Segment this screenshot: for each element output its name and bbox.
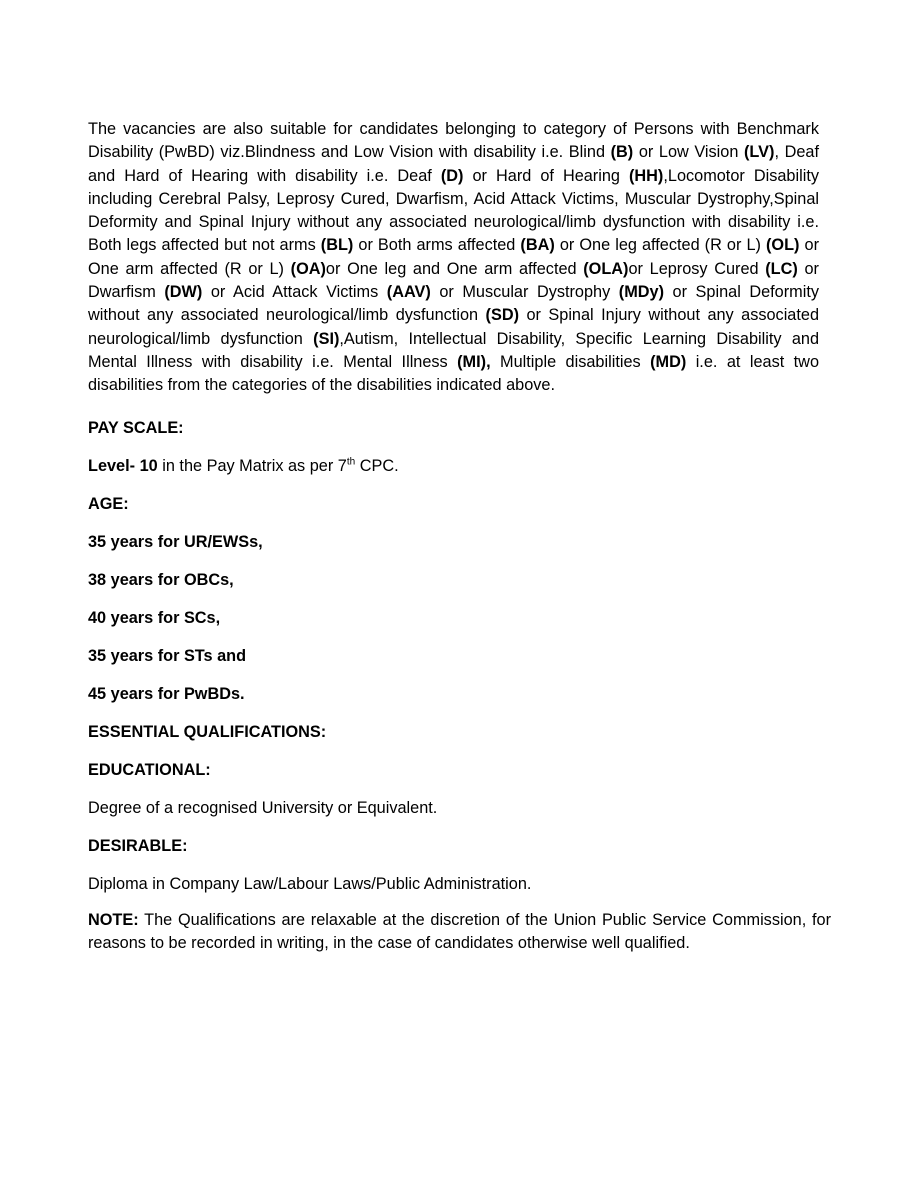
pay-matrix-suffix: CPC. xyxy=(355,456,399,475)
educational-text: Degree of a recognised University or Equivalent. xyxy=(88,798,438,817)
note-label: NOTE: xyxy=(88,910,139,929)
disability-code: (LC) xyxy=(765,259,798,278)
paragraph-text-segment: or Dwarfism xyxy=(88,259,819,302)
disability-code: (OL) xyxy=(766,236,800,255)
disability-code: (SI) xyxy=(313,329,340,348)
document-page xyxy=(88,118,831,955)
age-item-sc: 40 years for SCs, xyxy=(88,608,221,627)
pay-scale-text xyxy=(88,456,819,476)
disability-code: (OLA) xyxy=(583,259,629,278)
cpc-superscript: th xyxy=(346,456,356,468)
paragraph-text-segment: i.e. at least two disabilities from the categories of the disabilities indicated above. xyxy=(88,352,819,395)
age-item-pwbd: 45 years for PwBDs. xyxy=(88,684,245,703)
disability-code: (OA) xyxy=(290,259,326,278)
pay-scale-heading: PAY SCALE: xyxy=(88,418,184,437)
disability-code: (MD) xyxy=(650,352,687,371)
desirable-text: Diploma in Company Law/Labour Laws/Public Administration. xyxy=(88,874,532,893)
disability-code: (B) xyxy=(610,143,634,162)
paragraph-text-segment: ,Autism, Intellectual Disability, Specific Learning Disability and Mental Illness with disability i.e. Mental Illness xyxy=(88,329,819,371)
disability-code: (MI), xyxy=(457,352,491,371)
pwbd-eligibility-paragraph xyxy=(88,118,819,398)
age-item-ur-ews: 35 years for UR/EWSs, xyxy=(88,532,263,551)
age-item-obc: 38 years for OBCs, xyxy=(88,570,234,589)
age-item-st: 35 years for STs and xyxy=(88,646,247,665)
paragraph-text-segment: or Low Vision xyxy=(633,143,745,162)
paragraph-text-segment: or Spinal Deformity without any associated neurological/limb dysfunction xyxy=(88,283,819,325)
pay-level: Level- 10 xyxy=(88,456,158,475)
disability-code: (BL) xyxy=(320,236,354,255)
disability-code: (SD) xyxy=(485,306,519,325)
paragraph-text-segment: or Hard of Hearing xyxy=(463,166,629,185)
disability-code: (LV) xyxy=(744,143,775,162)
age-heading: AGE: xyxy=(88,494,129,513)
paragraph-text-segment: ,Locomotor Disability including Cerebral Palsy, Leprosy Cured, Dwarfism, Acid Attack Victims, Muscular Dystrophy,Spinal Deformity and Spinal Injury without any associated neurological/limb dysfunction with disability i.e. Both legs affected but not arms xyxy=(88,166,819,255)
disability-code: (BA) xyxy=(520,236,555,255)
paragraph-text-segment: or Acid Attack Victims xyxy=(202,283,387,302)
disability-code: (AAV) xyxy=(386,283,431,302)
paragraph-text-segment: or One leg affected (R or L) xyxy=(554,236,766,255)
paragraph-text-segment: or One leg and One arm affected xyxy=(325,259,584,278)
disability-code: (DW) xyxy=(164,283,203,302)
paragraph-text-segment: , Deaf and Hard of Hearing with disability i.e. Deaf xyxy=(88,143,819,185)
paragraph-text-segment: or Spinal Injury without any associated neurological/limb dysfunction xyxy=(88,306,819,348)
paragraph-text-segment: The vacancies are also suitable for candidates belonging to category of Persons with Benchmark Disability (PwBD) viz.Blindness and Low Vision with disability i.e. Blind xyxy=(88,120,819,162)
pay-matrix-text: in the Pay Matrix as per 7 xyxy=(157,456,347,475)
educational-heading: EDUCATIONAL: xyxy=(88,760,211,779)
desirable-heading: DESIRABLE: xyxy=(88,836,188,855)
disability-code: (MDy) xyxy=(618,283,664,302)
paragraph-text-segment: Multiple disabilities xyxy=(490,352,651,371)
paragraph-text-segment: or Muscular Dystrophy xyxy=(430,283,619,302)
paragraph-text-segment: or One arm affected (R or L) xyxy=(88,236,819,278)
note-text: The Qualifications are relaxable at the discretion of the Union Public Service Commission, for reasons to be recorded in writing, in the case of candidates otherwise well qualified. xyxy=(88,910,831,952)
paragraph-text-segment: or Both arms affected xyxy=(353,236,521,255)
disability-code: (D) xyxy=(440,166,464,185)
note-paragraph xyxy=(88,909,831,956)
paragraph-text-segment: or Leprosy Cured xyxy=(628,259,766,278)
disability-code: (HH) xyxy=(629,166,664,185)
essential-qualifications-heading: ESSENTIAL QUALIFICATIONS: xyxy=(88,722,327,741)
